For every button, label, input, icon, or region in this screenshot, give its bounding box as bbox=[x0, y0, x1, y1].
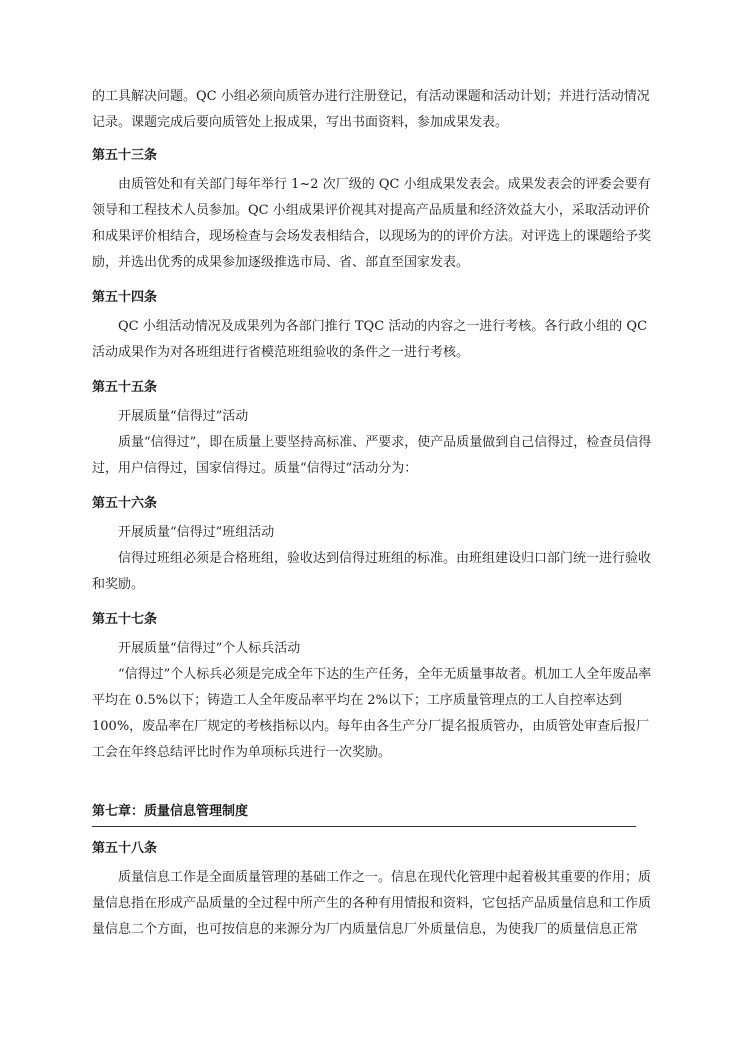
article-heading: 第五十七条 bbox=[92, 612, 158, 627]
article-paragraph: 质量“信得过”，即在质量上要坚持高标准、严要求，使产品质量做到自己信得过，检查员信得过，用户信得过，国家信得过。质量“信得过”活动分为： bbox=[92, 435, 652, 476]
article-54 bbox=[92, 288, 652, 366]
article-paragraph: QC 小组活动情况及成果列为各部门推行 TQC 活动的内容之一进行考核。各行政小组的 QC 活动成果作为对各班组进行省模范班组验收的条件之一进行考核。 bbox=[92, 319, 648, 360]
article-55 bbox=[92, 378, 652, 482]
intro-paragraph: 的工具解决问题。QC 小组必须向质管办进行注册登记，有活动课题和活动计划；并进行活动情况记录。课题完成后要向质管处上报成果，写出书面资料，参加成果发表。 bbox=[92, 89, 650, 130]
article-heading: 第五十三条 bbox=[92, 148, 158, 163]
article-paragraph: “信得过”个人标兵必须是完成全年下达的生产任务，全年无质量事故者。机加工人全年废品率平均在 0.5%以下；铸造工人全年废品率平均在 2%以下；工序质量管理点的工人自控率达到 100%，废品率在厂规定的考核指标以内。每年由各生产分厂提名报质管办，由质管处审查后报厂工会在年终总结评比时作为单项标兵进行一次奖励。 bbox=[92, 667, 652, 760]
article-heading: 第五十五条 bbox=[92, 380, 158, 395]
article-paragraph: 开展质量“信得过”活动 bbox=[118, 409, 249, 424]
document-page bbox=[92, 84, 652, 943]
article-58 bbox=[92, 839, 652, 943]
article-paragraph: 由质管处和有关部门每年举行 1~2 次厂级的 QC 小组成果发表会。成果发表会的评委会要有领导和工程技术人员参加。QC 小组成果评价视其对提高产品质量和经济效益大小，采取活动评价和成果评价相结合，现场检查与会场发表相结合，以现场为的的评价方法。对评选上的课题给予奖励，并选出优秀的成果参加逐级推选市局、省、部直至国家发表。 bbox=[92, 177, 652, 270]
article-paragraph: 开展质量“信得过”班组活动 bbox=[118, 525, 275, 540]
article-paragraph: 信得过班组必须是合格班组，验收达到信得过班组的标准。由班组建设归口部门统一进行验收和奖励。 bbox=[92, 551, 652, 592]
article-heading: 第五十八条 bbox=[92, 841, 158, 856]
article-56 bbox=[92, 494, 652, 598]
article-paragraph: 质量信息工作是全面质量管理的基础工作之一。信息在现代化管理中起着极其重要的作用；质量信息指在形成产品质量的全过程中所产生的各种有用情报和资料，它包括产品质量信息和工作质量信息二个方面，也可按信息的来源分为厂内质量信息厂外质量信息，为使我厂的质量信息正常 bbox=[92, 870, 652, 937]
article-heading: 第五十六条 bbox=[92, 496, 158, 511]
article-paragraph: 开展质量“信得过”个人标兵活动 bbox=[118, 641, 301, 656]
article-heading: 第五十四条 bbox=[92, 290, 158, 305]
article-57 bbox=[92, 610, 652, 766]
chapter-heading: 第七章：质量信息管理制度 bbox=[92, 802, 636, 827]
article-53 bbox=[92, 146, 652, 276]
